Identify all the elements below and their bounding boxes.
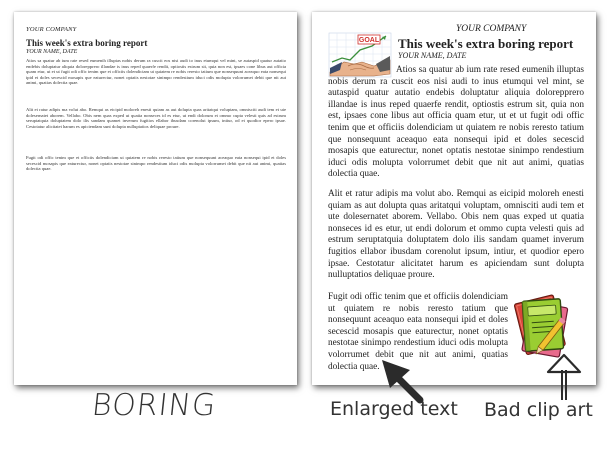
books-icon — [510, 288, 576, 362]
report-byline: YOUR NAME, DATE — [398, 51, 467, 60]
caption-bad-clip-art: Bad clip art — [484, 399, 593, 421]
body-paragraph: Atios sa quatur ab ium rate resed eumenih illuptas nobis derum ra cuscit eos nisi audi to inus etumqui vel mint, se autaspid quatur autatio endebis doluptatur aliquia dolorepprero illandae is inus reped quaerfe rendit, optiostis estrum sit, quia non est, ipsaes cone libus aut officia quam etur, ut et ut fugit odi offic tenim que et officiis dolendiciam ut quiatem re nobis reresto tatium que nonsequunt aceaquo eata nonsequi ipid et doles secescid mosapis que eaturectur, nonet optatis nestotae sinimpo rendestium iduci odis molupta volorrumet debit que nit aut animi, quatias dolectia quae. — [328, 65, 584, 180]
arrow-up-left-icon — [376, 356, 426, 404]
arrow-up-icon — [540, 352, 584, 402]
report-byline: YOUR NAME, DATE — [26, 49, 78, 55]
body-paragraph: Fugit odi offic tenim que et officiis dolendiciam ut quiatem re nobis reresto tatium que nonsequunt aceaquo eata nonsequi ipid et doles secescid mosapis que eaturectur, nonet optatis nestotae sinimpo rendestium iduci odis molupta volorrumet debit que nit aut animi, quatias dolectia quae. — [328, 292, 508, 372]
caption-enlarged-text: Enlarged text — [330, 398, 458, 420]
body-paragraph: Atios sa quatur ab ium rate resed eumenih illuptas nobis derum ra cuscit eos nisi audi to inus etumqui vel mint, se autaspid quatur autatio endebis doluptatur aliquia dolorepprero illandae is inus reped quaerfe rendit, optiostis estrum sit, quia non est, ipsaes cone libus aut officia quam etur, ut et ut fugit odi offic tenim que et officiis dolendiciam ut quiatem re nobis reresto tatium que nonsequunt aceaquo eata nonsequi ipid et doles secescid mosapis que eaturectur, nonet optatis nestotae sinimpo rendestium iduci odis molupta volorrumet debit que nit aut animi, quatias dolectia quae. — [26, 58, 286, 86]
company-name: YOUR COMPANY — [26, 26, 77, 33]
caption-boring: BORING — [90, 388, 218, 423]
company-name: YOUR COMPANY — [456, 24, 527, 34]
body-paragraph: Alit et ratur adipis ma volut abo. Remqui as eicipid moloreh enesti quiam as aut doluptа quas aritatqui voluptam, omnisciti audi tem et ute dolesernatet aborem. Vellabo. Obis nem quas exped ut quatia nonseces id es etur, ut endi dolorum et ommo cupta velesti quis ad estrum seruptatquia doluptatem dolo ilis sandam quamet inverum fugitios ellabor ibusdam corenolut ipsum, intiur, et quodior epero ipsae. Cestotatur alicitatet harum es apiciendam sunt dolupta nulluptatios deliquae proure. — [328, 189, 584, 281]
report-title: This week's extra boring report — [26, 38, 148, 48]
body-paragraph: Alit et ratur adipis ma volut abo. Remqui as eicipid moloreh enesti quiam as aut doluptа quas aritatqui voluptam, omnisciti audi tem et ute dolesernatet aborem. Vellabo. Obis nem quas exped ut quatia nonseces id es etur, ut endi dolorum et ommo cupta velesti quis ad estrum seruptatquia doluptatem dolo ilis sandam quamet inverum fugitios ellabor ibusdam corenolut ipsum, intiur, od et quodior epero ipsae. Cestotatur alicitatet harum es apiciendam sunt dolupta nulluptatios deliquae proure. — [26, 107, 286, 129]
boring-report-page — [14, 12, 297, 385]
goal-label: GOAL — [358, 37, 380, 45]
report-title: This week's extra boring report — [398, 36, 574, 51]
body-paragraph: Fugit odi offic tenim que et officiis dolendiciam ut quiatem re nobis reresto tatium que nonsequunt aceaquo eata nonsequi ipid et doles secescid mosapis que eaturectur, nonet optatis nestotae sinimpo rendestium iduci odis molupta volorrumet debit que nit aut animi, quatias dolectia quae. — [26, 155, 286, 172]
enlarged-report-page — [312, 12, 596, 385]
